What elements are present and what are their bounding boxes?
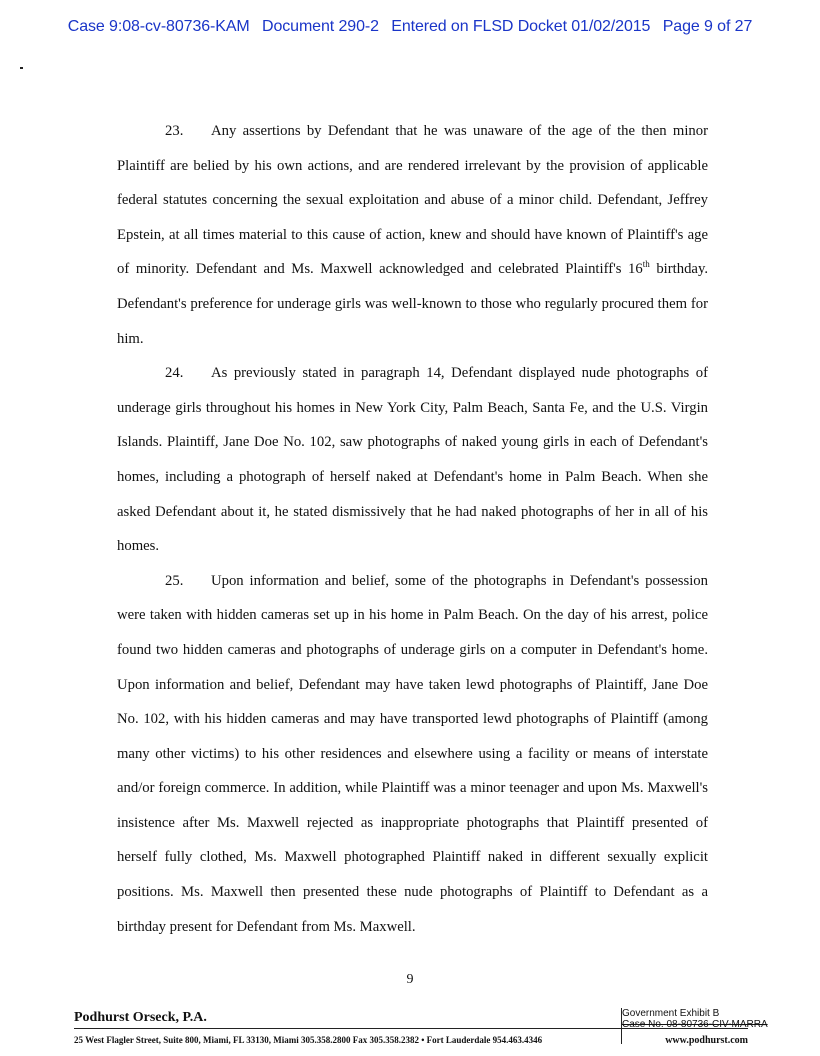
paragraph-text: As previously stated in paragraph 14, Defendant displayed nude photographs of underage girls throughout his homes in New York City, Palm Beach, Santa Fe, and the U.S. Virgin Islands. Plaintiff, Jane Doe No. 102, saw photographs of naked young girls in each of Defendant's homes, including a photograph of herself naked at Defendant's home in Palm Beach. When she asked Defendant about it, he stated dismissively that he had naked photographs of her in all of his homes. (117, 365, 708, 555)
header-document: Document 290-2 (262, 18, 379, 35)
case-header (0, 18, 820, 36)
paragraph-23 (117, 114, 708, 356)
paragraph-number: 23. (165, 123, 184, 139)
exhibit-case-number: Case No. 08-80736-CIV-MARRA (622, 1019, 768, 1030)
paragraph-text: Upon information and belief, some of the photographs in Defendant's possession were taken with hidden cameras set up in his home in Palm Beach. On the day of his arrest, police found two hidden cameras and photographs of underage girls on a computer in Defendant's home. Upon information and belief, Defendant may have taken lewd photographs of Plaintiff, Jane Doe No. 102, with his hidden cameras and may have transported lewd photographs of Plaintiff (among many other victims) to his other residences and elsewhere using a facility or means of interstate and/or foreign commerce. In addition, while Plaintiff was a minor teenager and upon Ms. Maxwell's insistence after Ms. Maxwell rejected as inappropriate photographs that Plaintiff presented of herself fully clothed, Ms. Maxwell photographed Plaintiff naked in different sexually explicit positions. Ms. Maxwell then presented these nude photographs of Plaintiff to Defendant as a birthday present for Defendant from Ms. Maxwell. (117, 572, 708, 935)
footer-website: www.podhurst.com (665, 1035, 748, 1046)
header-page: Page 9 of 27 (662, 18, 753, 35)
paragraph-number: 24. (165, 365, 184, 382)
page-number: 9 (406, 972, 414, 987)
exhibit-stamp (622, 1008, 768, 1030)
header-entered: Entered on FLSD Docket 01/02/2015 (391, 18, 651, 35)
paragraph-text-continued: birthday. Defendant's preference for underage girls was well-known to those who regularly procured them for him. (117, 261, 709, 347)
margin-mark (20, 67, 23, 69)
header-case-number: Case 9:08-cv-80736-KAM (67, 18, 250, 35)
ordinal-suffix: th (642, 259, 650, 270)
document-body (117, 114, 708, 944)
footer-firm-name: Podhurst Orseck, P.A. (74, 1010, 207, 1025)
footer-address: 25 West Flagler Street, Suite 800, Miami, FL 33130, Miami 305.358.2800 Fax 305.358.2382 • Fort Lauderdale 954.463.4346 (74, 1035, 543, 1045)
exhibit-label: Government Exhibit B (622, 1008, 720, 1019)
paragraph-24 (117, 356, 708, 564)
paragraph-25 (117, 564, 708, 945)
paragraph-number: 25. (165, 572, 184, 589)
paragraph-text: Any assertions by Defendant that he was unaware of the age of the then minor Plaintiff are belied by his own actions, and are rendered irrelevant by the provision of applicable federal statutes concerning the sexual exploitation and abuse of a minor child. Defendant, Jeffrey Epstein, at all times material to this cause of action, knew and should have known of Plaintiff's age of minority. Defendant and Ms. Maxwell acknowledged and celebrated Plaintiff's 16 (117, 123, 708, 278)
